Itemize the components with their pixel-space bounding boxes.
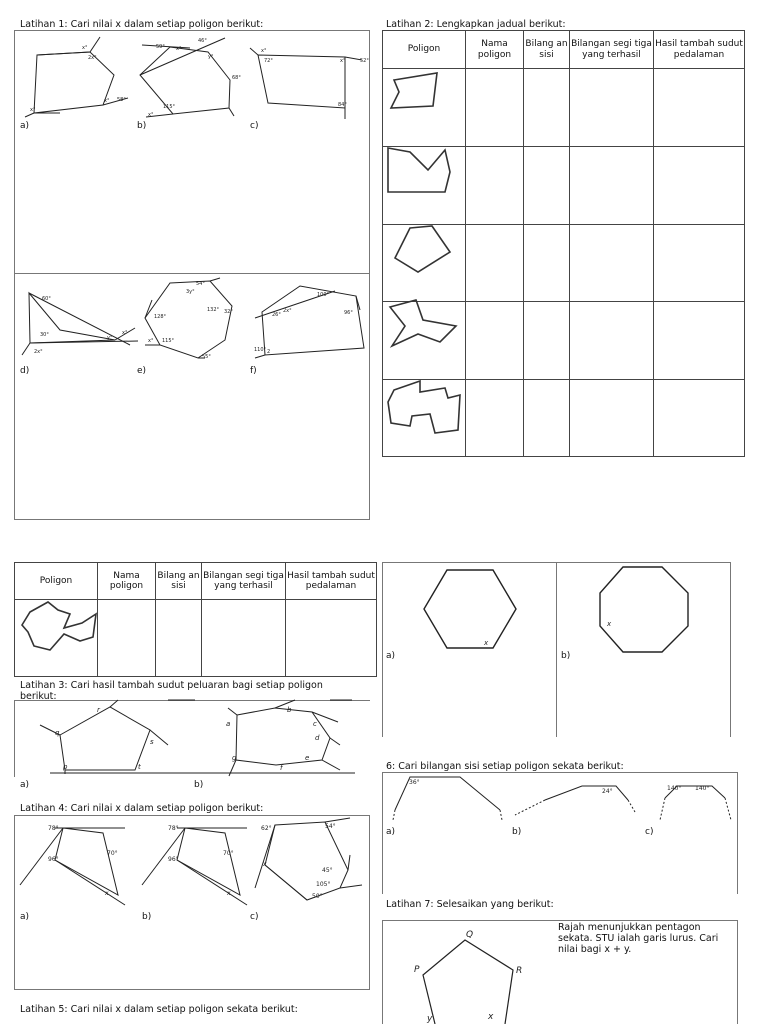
l1b-angle-7: x° (148, 112, 154, 118)
l5a-angle-x: x (484, 639, 489, 647)
l6-item-c: c) (645, 827, 654, 837)
l3a-label-q: q (55, 729, 60, 737)
latihan1-title: Latihan 1: Cari nilai x dalam setiap poligon berikut: (20, 19, 264, 30)
l1f-angle-2: 26° (272, 312, 281, 318)
l1b-angle-5: 68° (232, 75, 241, 81)
l1d-angle-2: 30° (40, 332, 49, 338)
lt-header-hasil-tambah: Hasil tambah sudut pedalaman (286, 563, 377, 600)
l4c-angle-6: 50° (312, 893, 323, 900)
l1b-angle-2: x° (176, 46, 182, 52)
l1e-angle-1: 54° (196, 281, 205, 287)
l1e-angle-5: 128° (154, 314, 167, 320)
l1e-angle-8: 55° (202, 354, 211, 360)
l1c-angle-4: 52° (360, 58, 369, 64)
l2-header-hasil-tambah: Hasil tambah sudut pedalaman (654, 31, 745, 69)
latihan7-text: Rajah menunjukkan pentagon sekata. STU ialah garis lurus. Cari nilai bagi x + y. (558, 922, 719, 955)
l3a-label-p: p (63, 763, 68, 771)
l3b-label-d: d (315, 734, 320, 742)
l1-item-b: b) (137, 121, 147, 131)
l1-item-c: c) (250, 121, 259, 131)
l4c-angle-3: x (263, 861, 267, 868)
l1b-angle-1: 59° (156, 44, 165, 50)
l1-item-d: d) (20, 366, 30, 376)
l4b-angle-1: 78° (168, 825, 179, 832)
l3-item-b: b) (194, 780, 204, 790)
l7-label-r: R (516, 966, 523, 976)
latihan5-title: Latihan 5: Cari nilai x dalam setiap poligon sekata berikut: (20, 1004, 298, 1015)
l1f-angle-6: 2 (267, 349, 271, 355)
l4a-angle-2: 70° (107, 850, 118, 857)
l1f-angle-4: 96° (344, 310, 353, 316)
l1b-angle-4: y° (208, 54, 214, 60)
l7-label-x: x (488, 1012, 494, 1022)
l1d-angle-1: 60° (42, 296, 51, 302)
l3b-label-b: b (287, 706, 292, 714)
l2-header-poligon: Poligon (383, 31, 466, 69)
l1e-angle-4: 32° (224, 309, 233, 315)
l1b-angle-6: 115° (163, 104, 176, 110)
l6-item-a: a) (386, 827, 396, 837)
lt-header-bilangan-sisi: Bilang an sisi (156, 563, 202, 600)
l1e-angle-2: 3y° (186, 289, 195, 295)
l4b-angle-2: 70° (223, 850, 234, 857)
l3b-label-a: a (226, 720, 231, 728)
l3b-label-e: e (305, 754, 310, 762)
l1a-angle-1: x° (82, 45, 88, 51)
l6a-angle: 36° (409, 779, 420, 786)
l1a-angle-4: x° (104, 98, 110, 104)
l4c-angle-5: 105° (316, 881, 331, 888)
l1e-angle-3: 132° (207, 307, 220, 313)
l4a-angle-3: 96° (48, 856, 59, 863)
l2-header-bilangan-sisi: Bilang an sisi (524, 31, 570, 69)
l6-item-b: b) (512, 827, 522, 837)
l3-item-a: a) (20, 780, 30, 790)
l4a-angle-4: x (105, 890, 109, 897)
latihan7-title: Latihan 7: Selesaikan yang berikut: (386, 899, 554, 910)
l1d-angle-3: 2x° (34, 349, 43, 355)
l4c-angle-4: 45° (322, 867, 333, 874)
l6c-angle-1: 140° (667, 785, 682, 792)
l1e-angle-7: 115° (162, 338, 175, 344)
l4-item-b: b) (142, 912, 152, 922)
l3a-label-t: t (138, 763, 141, 771)
l3a-label-r: r (97, 706, 100, 714)
latihan2-title: Latihan 2: Lengkapkan jadual berikut: (386, 19, 566, 30)
l4b-angle-3: 96° (168, 856, 179, 863)
l3b-label-g: g (232, 754, 237, 762)
l2-header-segitiga: Bilangan segi tiga yang terhasil (570, 31, 654, 69)
l4c-angle-2: 54° (325, 823, 336, 830)
l3b-label-f: f (280, 764, 283, 772)
latihan4-title: Latihan 4: Cari nilai x dalam setiap poligon berikut: (20, 803, 264, 814)
l7-label-y: y (427, 1014, 433, 1024)
l1f-angle-5: 110° (254, 347, 267, 353)
l1d-angle-5: x° (122, 330, 128, 336)
l5-item-a: a) (386, 651, 396, 661)
l1-item-f: f) (250, 366, 257, 376)
l6c-angle-2: 140° (695, 785, 710, 792)
l1c-angle-3: x° (340, 58, 346, 64)
l1b-angle-3: 46° (198, 38, 207, 44)
l1c-angle-1: x° (261, 48, 267, 54)
l1-item-a: a) (20, 121, 30, 131)
l1f-angle-1: 100° (317, 292, 330, 298)
l4-item-a: a) (20, 912, 30, 922)
l1c-angle-5: 84° (338, 102, 347, 108)
l2-header-nama: Nama poligon (466, 31, 524, 69)
latihan3-title: Latihan 3: Cari hasil tambah sudut peluaran bagi setiap poligon berikut: (20, 680, 323, 702)
l1a-angle-2: 2x° (88, 55, 97, 61)
l3b-label-c: c (313, 720, 317, 728)
latihan6-title: 6: Cari bilangan sisi setiap poligon sekata berikut: (386, 761, 624, 772)
l1c-angle-2: 72° (264, 58, 273, 64)
l1e-angle-6: x° (148, 338, 154, 344)
l3a-label-s: s (150, 738, 154, 746)
lt-header-segitiga: Bilangan segi tiga yang terhasil (202, 563, 286, 600)
l1-item-e: e) (137, 366, 147, 376)
l1d-angle-4: y° (107, 335, 113, 341)
l7-label-q: Q (466, 930, 474, 940)
l1a-angle-5: 58° (117, 97, 126, 103)
l4b-angle-4: x (227, 890, 231, 897)
lt-header-poligon: Poligon (15, 563, 98, 600)
l1f-angle-3: 2x° (283, 308, 292, 314)
l1a-angle-3: x° (30, 107, 36, 113)
l5-item-b: b) (561, 651, 571, 661)
l5b-angle-x: x (607, 620, 612, 628)
l7-label-p: P (414, 965, 420, 975)
l4-item-c: c) (250, 912, 259, 922)
l4a-angle-1: 78° (48, 825, 59, 832)
l4c-angle-1: 62° (261, 825, 272, 832)
l6b-angle: 24° (602, 788, 613, 795)
lt-header-nama: Nama poligon (98, 563, 156, 600)
